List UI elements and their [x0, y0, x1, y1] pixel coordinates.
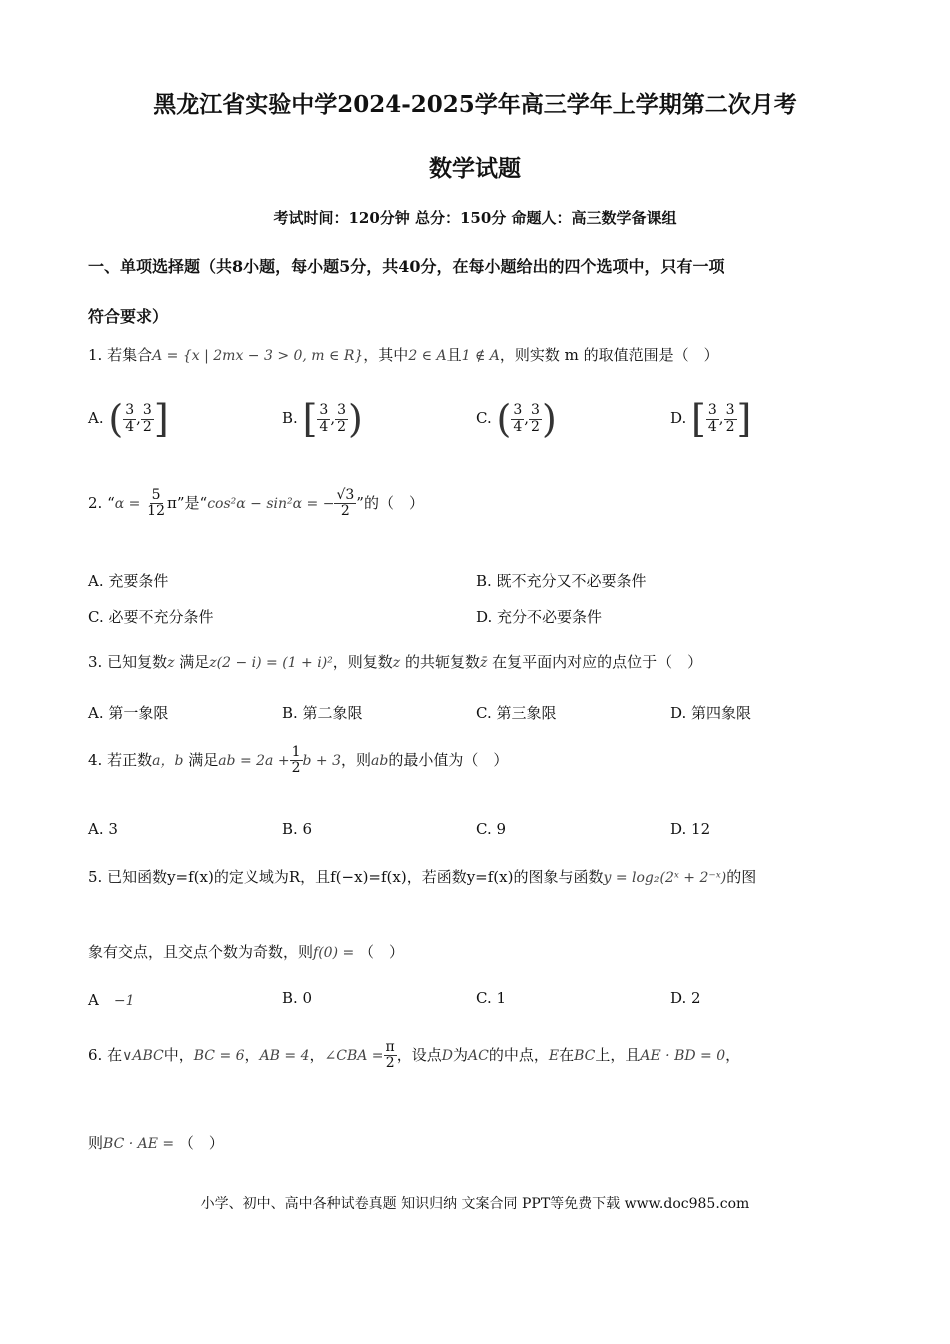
set-A: A = {x | 2mx − 3 > 0, m ∈ R}: [152, 348, 364, 364]
question-5-line1: 5. 已知函数y=f(x)的定义域为R，且f(−x)=f(x)，若函数y=f(x)的图象与函数y = log₂(2ˣ + 2⁻ˣ)的图: [88, 868, 757, 886]
q4-option-c[interactable]: C. 9: [476, 820, 507, 838]
question-6-line2: 则BC · AE = （ ）: [88, 1134, 224, 1152]
q5-option-c[interactable]: C. 1: [476, 989, 507, 1007]
q3-option-d[interactable]: D. 第四象限: [670, 704, 752, 722]
q2-option-c[interactable]: C. 必要不充分条件: [88, 608, 214, 626]
q5-option-a[interactable]: A −1: [88, 991, 135, 1009]
q2-option-a[interactable]: A. 充要条件: [88, 572, 169, 590]
question-6-line1: 6. 在∨ABC中，BC = 6，AB = 4，∠CBA = $\frac{\pi}{2}$ ，设点D为AC的中点，E在BC上，且AE · BD = 0，: [88, 1039, 741, 1072]
question-3: 3. 已知复数z 满足z(2 − i) = (1 + i)²，则复数z 的共轭复数z̄ 在复平面内对应的点位于（ ）: [88, 653, 703, 671]
q5-option-b[interactable]: B. 0: [282, 989, 313, 1007]
section-heading-line2: 符合要求）: [88, 307, 169, 326]
page-footer: 小学、初中、高中各种试卷真题 知识归纳 文案合同 PPT等免费下载 www.doc985.com: [200, 1196, 750, 1212]
q4-option-a[interactable]: A. 3: [88, 820, 118, 838]
q1-option-a[interactable]: A. ( $\frac{3}{4}$ , $\frac{3}{2}$ ]: [88, 397, 169, 441]
q2-option-d[interactable]: D. 充分不必要条件: [476, 608, 603, 626]
question-4: 4. 若正数a，b 满足ab = 2a + $\frac{1}{2}$ b + 3，则ab的最小值为（ ）: [88, 744, 509, 777]
q1-option-c[interactable]: C. ( $\frac{3}{4}$ , $\frac{3}{2}$ ): [476, 397, 557, 441]
q1-option-d[interactable]: D. [ $\frac{3}{4}$ , $\frac{3}{2}$ ]: [670, 397, 752, 441]
q5-option-d[interactable]: D. 2: [670, 989, 701, 1007]
q2-option-b[interactable]: B. 既不充分又不必要条件: [476, 572, 647, 590]
question-1: 1. 若集合A = {x | 2mx − 3 > 0, m ∈ R}，其中2 ∈ A且1 ∉ A，则实数 m 的取值范围是（ ）: [88, 346, 719, 364]
exam-subtitle: 数学试题: [429, 155, 521, 182]
exam-info: 考试时间：120分钟 总分：150分 命题人：高三数学备课组: [273, 209, 677, 227]
q4-option-d[interactable]: D. 12: [670, 820, 711, 838]
question-5-line2: 象有交点，且交点个数为奇数，则f(0) = （ ）: [88, 943, 405, 961]
question-2: 2. “α = $\frac{5}{12}$ π”是“cos²α − sin²α = − $\frac{√3}{2}$ ”的（ ）: [88, 487, 424, 520]
q4-option-b[interactable]: B. 6: [282, 820, 313, 838]
q3-option-c[interactable]: C. 第三象限: [476, 704, 557, 722]
section-heading-line1: 一、单项选择题（共8小题，每小题5分，共40分，在每小题给出的四个选项中，只有一项: [88, 257, 725, 276]
exam-title: 黑龙江省实验中学2024-2025学年高三学年上学期第二次月考: [153, 91, 797, 118]
q3-option-b[interactable]: B. 第二象限: [282, 704, 363, 722]
q3-option-a[interactable]: A. 第一象限: [88, 704, 169, 722]
q1-option-b[interactable]: B. [ $\frac{3}{4}$ , $\frac{3}{2}$ ): [282, 397, 363, 441]
